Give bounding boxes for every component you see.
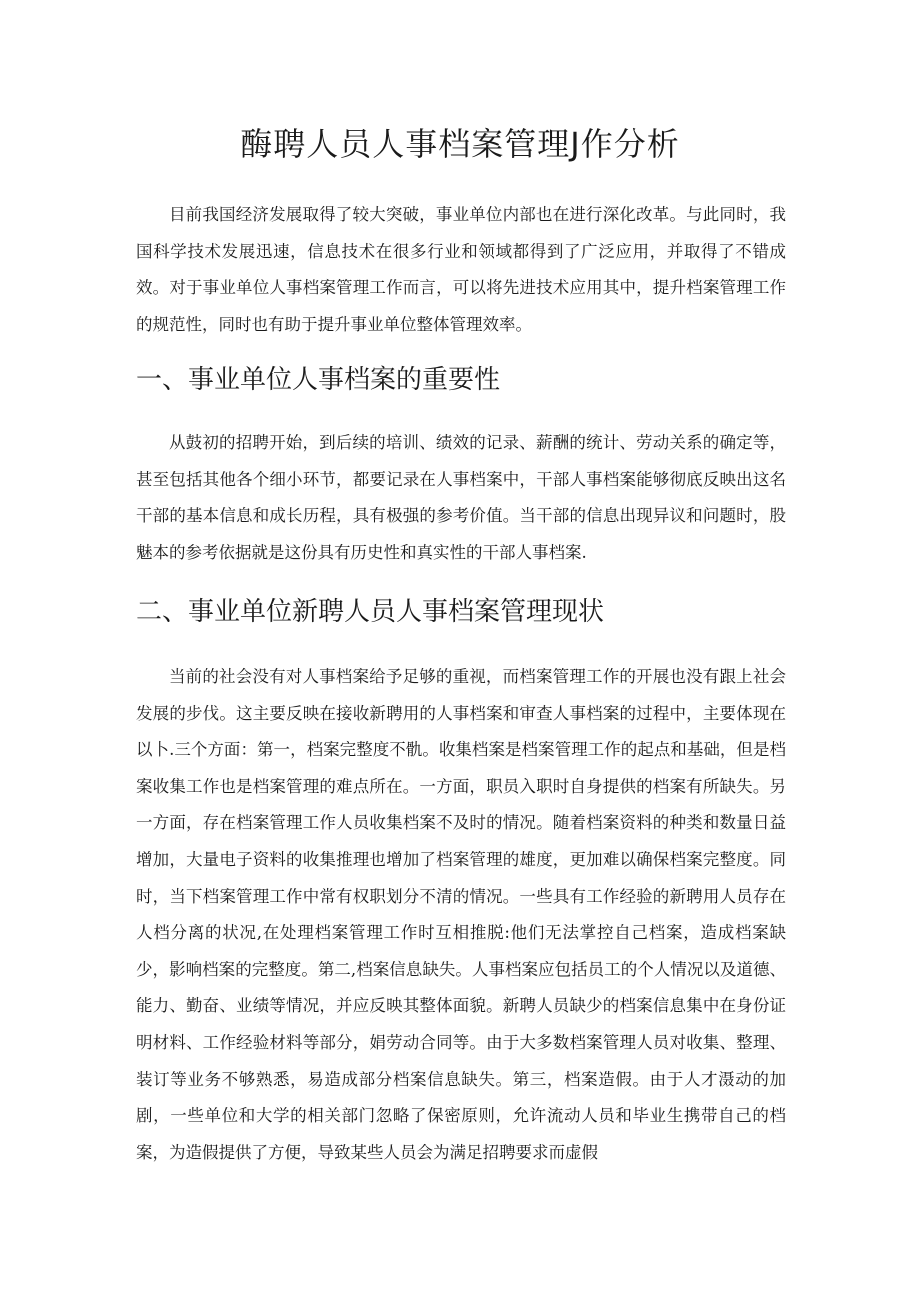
document-title: 酶聘人员人事档案管理J作分析 xyxy=(240,125,680,163)
section-body-importance: 从鼓初的招聘开始，到后续的培训、绩效的记录、薪酬的统计、劳动关系的确定等，甚至包括其他各个细小环节，都要记录在人事档案中，干部人事档案能够彻底反映出这名干部的基本信息和成长历程，具有极强的参考价值。当干部的信息出现异议和问题时，股魅本的参考依据就是这份具有历史性和真实性的干部人事档案. xyxy=(136,433,786,562)
section-heading-importance: 一、事业单位人事档案的重要性 xyxy=(136,365,501,395)
intro-paragraph: 目前我国经济发展取得了较大突破，事业单位内部也在进行深化改革。与此同时，我国科学技术发展迅速，信息技术在很多行业和领域都得到了广泛应用，并取得了不错成效。对于事业单位人事档案管理工作而言，可以将先进技术应用其中，提升档案管理工作的规范性，同时也有助于提升事业单位整体管理效率。 xyxy=(136,205,786,334)
section-heading-status: 二、事业单位新聘人员人事档案管理现状 xyxy=(136,597,605,627)
section-body-status: 当前的社会没有对人事档案给予足够的重视，而档案管理工作的开展也没有跟上社会发展的步伐。这主要反映在接收新聘用的人事档案和审查人事档案的过程中，主要体现在以卜.三个方面：第一，档案完整度不骩。收集档案是档案管理工作的起点和基础，但是档案收集工作也是档案管理的难点所在。一方面，职员入职时自身提供的档案有所缺失。另一方面，存在档案管理工作人员收集档案不及时的情况。随着档案资料的种类和数量日益增加，大量电子资料的收集推理也增加了档案管理的雄度，更加难以确保档案完整度。同时，当下档案管理工作中常有权职划分不清的情况。一些具有工作经验的新聘用人员存在人档分离的状况,在处理档案管理工作时互相推脱:他们无法掌控自己档案，造成档案缺少，影响档案的完整度。第二,档案信息缺失。人事档案应包括员工的个人情况以及道德、能力、勤奋、业绩等情况，并应反映其整体面貌。新聘人员缺少的档案信息集中在身份证明材料、工作经验材料等部分，娟劳动合同等。由于大多数档案管理人员对收集、整理、装订等业务不够熟悉，易造成部分档案信息缺失。第三，档案造假。由于人才滠动的加剧，一些单位和大学的相关部门忽略了保密原则，允许流动人员和毕业生携带自己的档案，为造假提供了方便，导致某些人员会为满足招聘要求而虚假 xyxy=(136,667,786,1162)
